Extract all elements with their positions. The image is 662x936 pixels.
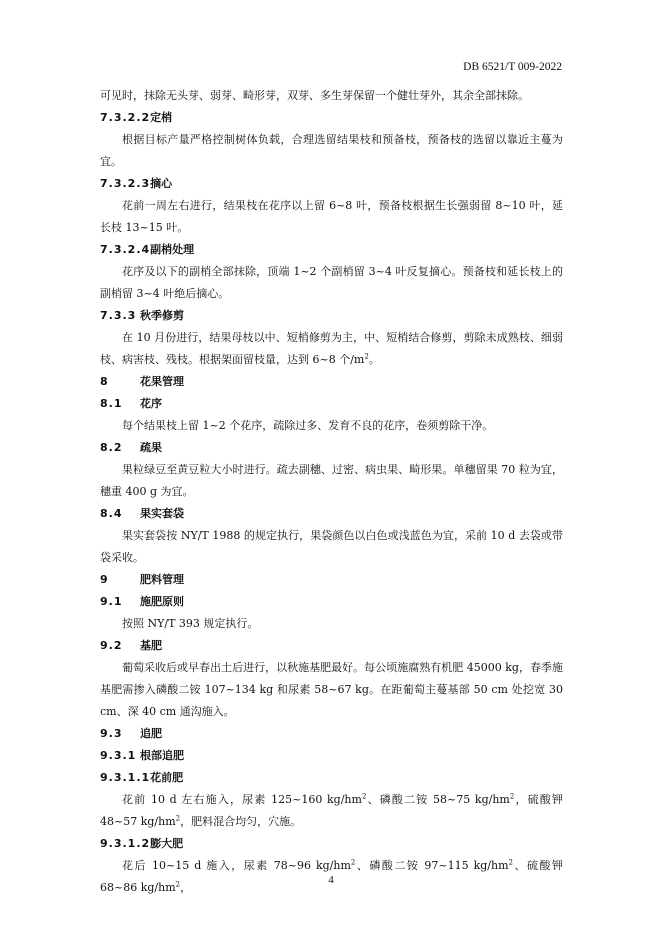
section-number: 9 [100,573,109,586]
section-number: 9.2 [100,639,123,652]
section-title: 根部追肥 [140,749,184,762]
section-number: 7.3.2.3 [100,177,151,190]
section-number: 8.4 [100,507,123,520]
superscript: 2 [364,352,369,361]
section-number: 7.3.2.4 [100,243,151,256]
section-heading-9 [100,569,563,591]
section-number: 8 [100,375,109,388]
section-title: 花前肥 [150,771,184,784]
section-number: 9.3.1 [100,749,137,762]
section-heading-9-2 [100,635,563,657]
superscript: 2 [175,880,181,889]
section-heading-9-3-1 [100,745,563,767]
section-heading-7-3-2-2 [100,107,563,129]
section-heading-9-3-1-1 [100,767,563,789]
section-number: 8.2 [100,441,123,454]
paragraph: 可见时，抹除无头芽、弱芽、畸形芽，双芽、多生芽保留一个健壮芽外，其余全部抹除。 [100,89,529,102]
section-number: 7.3.3 [100,309,137,322]
text-run: 。 [368,353,380,366]
section-number: 9.1 [100,595,123,608]
section-title: 基肥 [140,639,162,652]
superscript: 2 [175,814,181,823]
section-title: 施肥原则 [140,595,184,608]
section-title: 副梢处理 [150,243,195,256]
superscript: 2 [350,858,356,867]
section-heading-7-3-2-3 [100,173,563,195]
superscript: 2 [361,792,367,801]
text-run: 、磷酸二铵 97~115 kg/hm [355,859,509,872]
paragraph: 葡萄采收后或早春出土后进行，以秋施基肥最好。每公顷施腐熟有机肥 45000 kg，春季施基肥需掺入磷酸二铵 107~134 kg 和尿素 58~67 kg。在距葡萄主蔓基部 50 cm 处挖宽 30 cm、深 40 cm 通沟施入。 [100,661,563,718]
superscript: 2 [509,792,515,801]
text-run: 花前 10 d 左右施入，尿素 125~160 kg/hm [122,793,362,806]
section-number: 7.3.2.2 [100,111,151,124]
section-number: 8.1 [100,397,123,410]
paragraph: 果粒绿豆至黄豆粒大小时进行。疏去副穗、过密、病虫果、畸形果。单穗留果 70 粒为宜，穗重 400 g 为宜。 [100,463,563,498]
paragraph: 每个结果枝上留 1~2 个花序，疏除过多、发育不良的花序，卷须剪除干净。 [122,419,494,432]
page-number: 4 [328,874,334,886]
paragraph: 花前一周左右进行，结果枝在花序以上留 6~8 叶，预备枝根据生长强弱留 8~10 叶，延长枝 13~15 叶。 [100,199,563,234]
section-number: 9.3.1.2 [100,837,151,850]
text-run: 、磷酸二铵 58~75 kg/hm [366,793,510,806]
text-run: 花后 10~15 d 施入，尿素 78~96 kg/hm [122,859,351,872]
text-run: ，肥料混合均匀，穴施。 [180,815,302,828]
paragraph: 根据目标产量严格控制树体负载，合理选留结果枝和预备枝，预备枝的选留以靠近主蔓为宜。 [100,133,563,168]
section-title: 追肥 [140,727,162,740]
section-title: 膨大肥 [150,837,184,850]
section-title: 肥料管理 [140,573,184,586]
text-run: ，硫酸钾 48~57 kg/hm [100,793,563,828]
section-heading-7-3-2-4 [100,239,563,261]
section-title: 花序 [140,397,162,410]
paragraph: 按照 NY/T 393 规定执行。 [122,617,259,630]
section-heading-8-1 [100,393,563,415]
paragraph [100,789,563,833]
section-number: 9.3.1.1 [100,771,151,784]
document-body [100,85,563,899]
superscript: 2 [508,858,513,867]
section-heading-8-4 [100,503,563,525]
section-heading-7-3-3 [100,305,563,327]
document-code: DB 6521/T 009-2022 [463,61,562,73]
section-title: 花果管理 [140,375,184,388]
text-run: 、硫酸钾 68~86 kg/hm [100,859,564,894]
section-heading-8-2 [100,437,563,459]
section-title: 果实套袋 [140,507,184,520]
text-run: 在 10 月份进行，结果母枝以中、短梢修剪为主，中、短梢结合修剪，剪除未成熟枝、细弱枝、病害枝、残枝。根据架面留枝量，达到 6~8 个/m [100,331,563,366]
section-heading-9-3 [100,723,563,745]
section-heading-9-3-1-2 [100,833,563,855]
text-run: ， [180,881,192,894]
section-title: 疏果 [140,441,162,454]
paragraph: 果实套袋按 NY/T 1988 的规定执行，果袋颜色以白色或浅蓝色为宜，采前 10 d 去袋或带袋采收。 [100,529,563,564]
section-title: 秋季修剪 [140,309,184,322]
paragraph [100,327,563,371]
paragraph: 花序及以下的副梢全部抹除，顶端 1~2 个副梢留 3~4 叶反复摘心。预备枝和延长枝上的副梢留 3~4 叶绝后摘心。 [100,265,563,300]
section-heading-8 [100,371,563,393]
section-number: 9.3 [100,727,123,740]
section-title: 定梢 [150,111,173,124]
section-heading-9-1 [100,591,563,613]
section-title: 摘心 [150,177,173,190]
